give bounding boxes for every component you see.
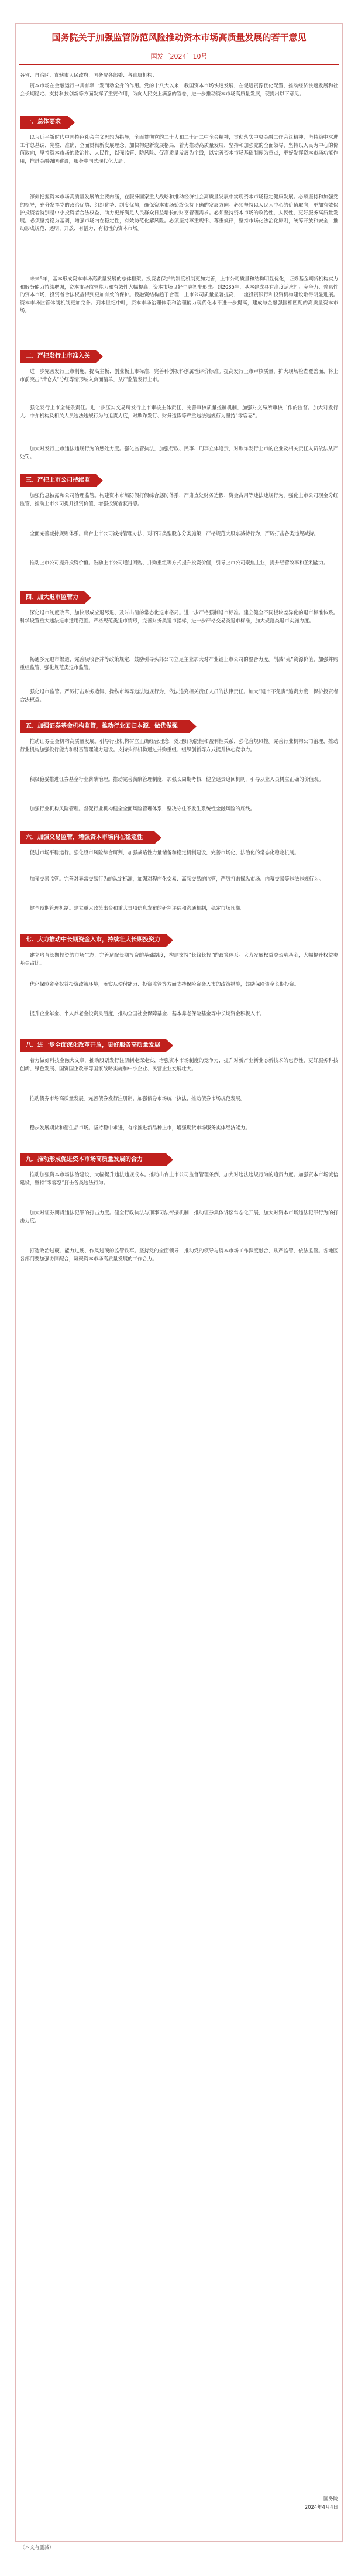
section-1-paragraph-2: 深刻把握资本市场高质量发展的主要内涵，在服务国家重大战略和推动经济社会高质量发展中实现资本市场稳定健康发展。必须坚持和加强党的领导，充分发挥党的政治优势、组织优势、制度优势，确保资本市场始终保持正确的发展方向。必须坚持以人民为中心的价值取向，更加有效保护投资者特别是中小投资者合法权益，助力更好满足人民群众日益增长的财富管理需求。必须坚持资本市场的政治性、人民性，更好服务高质量发展。必须坚持稳为基调，增强市场内在稳定性，有效防范化解风险。必须坚持尊重规律、尊重规律，坚持市场化法治化原则，统筹开放和安全，推动形成规范、透明、开放、有活力、有韧性的资本市场。	[20, 194, 338, 232]
section-7-paragraph-3: 提升企业年金、个人养老金投资灵活度，推动全国社会保障基金、基本养老保险基金等中长期资金积极入市。	[29, 1010, 265, 1016]
section-4-paragraph-1: 深化退市制度改革，加快形成应退尽退、及时出清的常态化退市格局。进一步严格强制退市标准。建立健全不同板块差异化的退市标准体系。科学设置重大违法退市适用范围。严格规范类退市情形，完善财务类退市指标，进一步严格交易类退市标准，加大规范类退市实施力度。	[20, 609, 338, 624]
section-9-paragraph-3: 打造政治过硬、能力过硬、作风过硬的监管铁军。坚持党的全面领导，推动党的领导与资本市场工作深度融合，从严监管，依法监管。各地区各部门要加强协同配合，凝聚资本市场高质量发展的工作合力。	[20, 1248, 338, 1262]
section-heading-7: 七、大力推动中长期资金入市，持续壮大长期投资力量	[20, 934, 166, 947]
section-5-paragraph-2: 积极稳妥推进证券基金行业薪酬治理。推动完善薪酬管理制度，加强长周期考核，健全追责追回机制，引导从业人员树立正确的价值观。	[29, 776, 324, 782]
document-frame	[15, 23, 343, 2542]
section-8-paragraph-3: 稳步发展期货和衍生品市场。坚持稳中求进，有序推进新品种上市，增强期货市场服务实体经济能力。	[29, 1125, 250, 1131]
section-2-paragraph-3: 加大对发行上市违法违规行为的惩处力度。强化监管执法，加强行政、民事、刑事立体追责，对欺诈发行上市的企业及相关责任人员依法从严处罚。	[20, 446, 338, 460]
section-9-paragraph-1: 推动加强资本市场法治建设，大幅提升违法违规成本。推动出台上市公司监督管理条例，加大对违法违规行为的追责力度。加强资本市场诚信建设，坚持“零容忍”打击各类违法行为。	[20, 1171, 338, 1186]
document-title: 国务院关于加强监管防范风险推动资本市场高质量发展的若干意见	[51, 32, 307, 43]
section-1-paragraph-3: 未来5年，基本形成资本市场高质量发展的总体框架。投资者保护的制度机制更加完善，上市公司质量和结构明显优化，证券基金期货机构实力和服务能力持续增强，资本市场监管能力和有效性大幅提高，资本市场良好生态初步形成。到2035年，基本建成具有高度适应性、竞争力、普惠性的资本市场，投资者合法权益得到更加有效的保护。投融资结构趋于合理，上市公司质量显著提高，一流投资银行和投资机构建设取得明显进展。资本市场监管体制机制更加完备。到本世纪中叶，资本市场治理体系和治理能力现代化水平进一步提高，建成与金融强国相匹配的高质量资本市场。	[20, 276, 338, 314]
section-4-paragraph-2: 畅通多元退市渠道，完善吸收合并等政策规定，鼓励引导头部公司立足主业加大对产业链上市公司的整合力度。削减“壳”资源价值，加强并购重组监管，强化规范类退市监管。	[20, 656, 338, 670]
section-heading-1: 一、总体要求	[20, 116, 68, 129]
section-7-paragraph-1: 建立培育长期投资的市场生态，完善适配长期投资的基础制度，构建支持“长钱长投”的政策体系。大力发展权益类公募基金，大幅提升权益类基金占比。	[20, 952, 338, 966]
section-8-paragraph-2: 推动债券市场高质量发展。完善债券发行注册制，加强债券市场统一执法，推动债券市场规范发展。	[29, 1095, 246, 1101]
document-number: 国发〔2024〕10号	[150, 53, 208, 60]
title-divider	[19, 64, 339, 65]
intro-paragraph: 资本市场在金融运行中具有牵一发而动全身的作用。党的十八大以来，我国资本市场快速发展，在促进资源优化配置、推动经济快速发展和社会长期稳定、支持科技创新等方面发挥了重要作用，为向人民交上满意的答卷，进一步推动资本市场高质量发展，现提出以下意见。	[20, 83, 338, 97]
section-3-paragraph-2: 全面完善减持规则体系。出台上市公司减持管理办法，对不同类型股东分类施策，严格规范大股东减持行为，严厉打击各类违规减持。	[29, 530, 319, 536]
section-5-paragraph-3: 加强行业机构风险管理。督促行业机构健全全面风险管理体系，坚决守住不发生系统性金融风险的底线。	[29, 806, 256, 811]
section-4-paragraph-3: 强化退市监管。严厉打击财务造假、操纵市场等违法违规行为，依法追究相关责任人员的法律责任。加大“退市不免责”追责力度，保护投资者合法权益。	[20, 688, 338, 703]
salutation: 各省、自治区、直辖市人民政府，国务院各部委、各直属机构：	[20, 72, 157, 78]
section-heading-9: 九、推动形成促进资本市场高质量发展的合力	[20, 1153, 166, 1166]
section-8-paragraph-1: 着力做好科技金融大文章，推动股票发行注册制走深走实，增强资本市场制度的竞争力，提升对新产业新业态新技术的包容性，更好服务科技创新、绿色发展、国资国企改革等国家战略实施和中小企业、民营企业发展壮大。	[20, 1057, 338, 1071]
signature-date: 2024年4月4日	[304, 2504, 338, 2510]
section-2-paragraph-1: 进一步完善发行上市制度。提高主板、创业板上市标准，完善科创板科创属性评价标准。提高发行上市审核质量，扩大现场检查覆盖面，将上市前突击“清仓式”分红等情形纳入负面清单，从严监管发行上市。	[20, 368, 338, 382]
section-7-paragraph-2: 优化保险资金权益投资政策环境，落实从偿付能力、投资监管等方面支持保险资金入市的政策措施，鼓励保险资金长期投资。	[29, 981, 300, 987]
section-heading-5: 五、加强证券基金机构监管，推动行业回归本源、做优做强	[20, 720, 190, 733]
section-9-paragraph-2: 加大对证券期货违法犯罪的打击力度。健全行政执法与刑事司法衔接机制，推动证券集体诉讼常态化开展，加大对资本市场违法犯罪行为的打击力度。	[20, 1210, 338, 1224]
section-1-paragraph-1: 以习近平新时代中国特色社会主义思想为指导，全面贯彻党的二十大和二十届二中全会精神，贯彻落实中央金融工作会议精神，坚持稳中求进工作总基调，完整、准确、全面贯彻新发展理念，加快构建新发展格局，着力推动高质量发展，坚持和加强党的全面领导，坚持以人民为中心的价值取向，坚持资本市场的政治性、人民性，以强监管、防风险、促高质量发展为主线，以完善资本市场基础制度为重点，更好发挥资本市场功能作用，推进金融强国建设，服务中国式现代化大局。	[20, 134, 338, 164]
section-heading-2: 二、严把发行上市准入关	[20, 350, 96, 363]
signature-issuer: 国务院	[323, 2496, 338, 2502]
section-6-paragraph-3: 健全预期管理机制。建立重大政策出台和重大事项信息发布的研判评估和沟通机制，稳定市场预期。	[29, 905, 246, 911]
section-3-paragraph-1: 加强信息披露和公司治理监管。构建资本市场防假打假综合惩防体系，严肃查处财务造假、资金占用等违法违规行为。强化上市公司现金分红监管，推动上市公司提升投资价值，增强投资者获得感。	[20, 492, 338, 506]
section-6-paragraph-1: 促进市场平稳运行。强化股市风险综合研判，加强战略性力量储备和稳定机制建设，完善市场化、法治化的常态化稳定机制。	[29, 849, 300, 855]
section-heading-8: 八、进一步全面深化改革开放，更好服务高质量发展	[20, 1039, 166, 1052]
section-5-paragraph-1: 推动证券基金机构高质量发展。引导行业机构树立正确经营理念，处理好功能性和盈利性关系，强化合规风控。完善行业机构公司治理，推动行业机构加强投行能力和财富管理能力建设。支持头部机构通过并购重组、组织创新等方式提升核心竞争力。	[20, 738, 338, 752]
section-heading-4: 四、加大退市监管力度	[20, 591, 84, 604]
section-2-paragraph-2: 强化发行上市全链条责任。进一步压实交易所发行上市审核主体责任，完善审核质量控制机制，加强对交易所审核工作的监督。加大对发行人、中介机构及相关人员违法违规行为的追责力度，对欺诈发行、财务造假等严重违法违规行为坚持“零容忍”。	[20, 405, 338, 419]
section-heading-3: 三、严把上市公司持续监管	[20, 474, 96, 487]
section-6-paragraph-2: 加强交易监管。完善对异常交易行为的认定标准，加强对程序化交易、高频交易的监管，严厉打击操纵市场、内幕交易等违法违规行为。	[29, 876, 324, 882]
section-heading-6: 六、加强交易监管，增强资本市场内在稳定性	[20, 831, 154, 844]
section-3-paragraph-3: 推动上市公司提升投资价值。鼓励上市公司通过回购、并购重组等方式提升投资价值，引导上市公司聚焦主业，提升经营效率和盈利能力。	[29, 560, 329, 566]
source-note: （本文有删减）	[20, 2544, 54, 2550]
